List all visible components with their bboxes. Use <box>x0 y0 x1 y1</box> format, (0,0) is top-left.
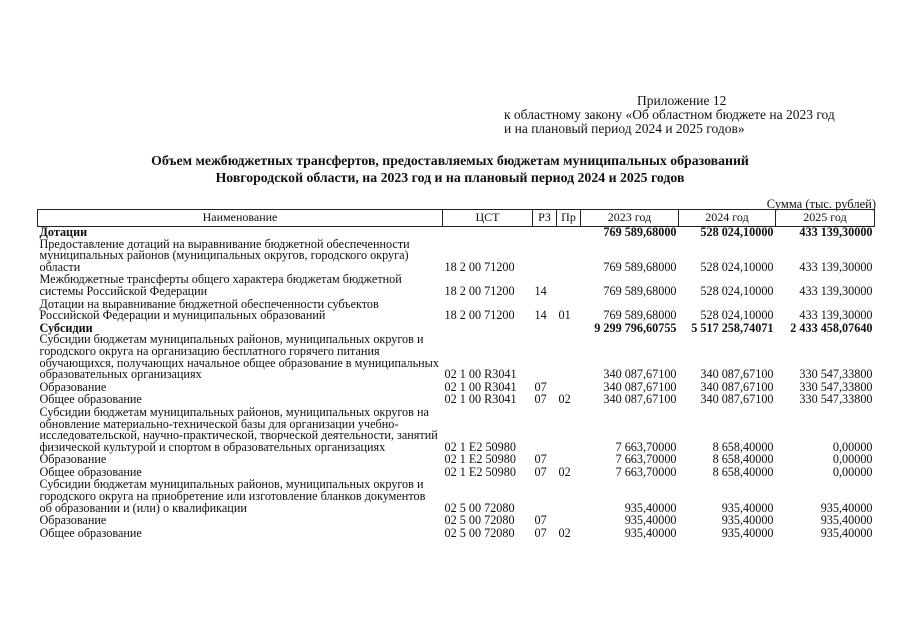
row-csr: 02 1 E2 50980 <box>444 452 516 467</box>
row-rz: 07 <box>534 452 547 467</box>
row-value-2024: 340 087,67100 <box>700 367 774 382</box>
row-value-2023: 9 299 796,60755 <box>594 320 677 335</box>
row-name: Дотации <box>39 225 88 239</box>
table-row <box>38 299 875 323</box>
table-row <box>38 239 875 275</box>
row-rz: 07 <box>534 464 547 479</box>
appendix-law-line2: и на плановый период 2024 и 2025 годов» <box>504 121 745 136</box>
row-pr: 02 <box>558 392 571 407</box>
header-2025: 2025 год <box>776 210 875 227</box>
row-name: Межбюджетные трансферты общего характера бюджетам бюджетной системы Российской Федерации <box>39 272 402 298</box>
row-rz <box>533 227 557 239</box>
units-label: Сумма (тыс. рублей) <box>766 197 876 211</box>
row-name: Образование <box>39 379 107 394</box>
row-value-2025: 0,00000 <box>832 464 873 479</box>
row-csr: 02 1 E2 50980 <box>444 439 516 454</box>
row-value-2023: 769 589,68000 <box>603 308 677 323</box>
header-2023: 2023 год <box>581 210 679 227</box>
row-value-2025: 935,40000 <box>820 525 873 540</box>
row-value-2025: 433 139,30000 <box>799 225 873 239</box>
row-value-2025: 935,40000 <box>820 500 873 515</box>
row-rz: 07 <box>534 379 547 394</box>
row-name: Предоставление дотаций на выравнивание бюджетной обеспеченности муниципальных районов (муниципальных округов, городского округа) области <box>39 236 410 274</box>
row-value-2024: 935,40000 <box>721 500 774 515</box>
appendix-law-line1: к областному закону «Об областном бюджете на 2023 год <box>504 107 835 122</box>
row-value-2024: 8 658,40000 <box>712 464 774 479</box>
table-row <box>38 528 875 541</box>
appendix-header <box>504 94 896 136</box>
row-pr <box>557 407 581 454</box>
table-body <box>38 227 875 541</box>
row-value-2024: 935,40000 <box>721 525 774 540</box>
row-value-2024: 340 087,67100 <box>700 392 774 407</box>
row-value-2023: 769 589,68000 <box>603 283 677 298</box>
row-csr: 02 1 00 R3041 <box>444 379 517 394</box>
row-value-2025: 2 433 458,07640 <box>790 320 873 335</box>
row-pr: 02 <box>558 464 571 479</box>
table-row <box>38 407 875 454</box>
row-csr: 18 2 00 71200 <box>444 259 515 274</box>
row-csr: 02 5 00 72080 <box>444 500 515 515</box>
row-rz <box>533 334 557 381</box>
row-value-2023: 935,40000 <box>624 525 677 540</box>
row-csr <box>443 323 533 335</box>
row-value-2024: 528 024,10000 <box>700 259 774 274</box>
row-value-2025: 935,40000 <box>820 513 873 528</box>
table-row <box>38 479 875 515</box>
row-pr <box>557 479 581 515</box>
row-csr: 18 2 00 71200 <box>444 283 515 298</box>
row-value-2024: 8 658,40000 <box>712 439 774 454</box>
row-value-2024: 528 024,10000 <box>700 225 774 239</box>
row-csr <box>443 227 533 239</box>
row-value-2023: 340 087,67100 <box>603 367 677 382</box>
row-value-2025: 433 139,30000 <box>799 308 873 323</box>
row-name: Субсидии <box>39 320 93 335</box>
header-csr: ЦСТ <box>443 210 533 227</box>
row-value-2024: 528 024,10000 <box>700 308 774 323</box>
row-csr: 02 1 00 R3041 <box>444 392 517 407</box>
row-pr: 01 <box>558 308 571 323</box>
row-pr <box>557 227 581 239</box>
table-row <box>38 334 875 381</box>
row-pr <box>557 323 581 335</box>
row-name: Образование <box>39 452 107 467</box>
row-csr: 18 2 00 71200 <box>444 308 515 323</box>
row-value-2023: 340 087,67100 <box>603 379 677 394</box>
row-csr: 02 5 00 72080 <box>444 525 515 540</box>
row-value-2025: 0,00000 <box>832 439 873 454</box>
row-value-2024: 5 517 258,74071 <box>691 320 774 335</box>
row-name: Субсидии бюджетам муниципальных районов, муниципальных округов на обновление материально-технической базы для организации учебно-исследовательской, научно-практической, творческой деятельности, занятий физической культурой и спортом в образовательных организациях <box>39 404 438 454</box>
row-value-2023: 769 589,68000 <box>603 225 677 239</box>
row-value-2024: 935,40000 <box>721 513 774 528</box>
row-csr: 02 1 00 R3041 <box>444 367 517 382</box>
row-rz: 07 <box>534 525 547 540</box>
row-value-2023: 935,40000 <box>624 500 677 515</box>
header-name: Наименование <box>38 210 443 227</box>
row-rz <box>533 323 557 335</box>
row-name: Образование <box>39 513 107 528</box>
row-value-2025: 433 139,30000 <box>799 259 873 274</box>
row-csr: 02 5 00 72080 <box>444 513 515 528</box>
row-value-2025: 330 547,33800 <box>799 379 873 394</box>
header-pr: Пр <box>557 210 581 227</box>
row-value-2025: 330 547,33800 <box>799 367 873 382</box>
row-rz: 14 <box>534 283 547 298</box>
row-value-2023: 7 663,70000 <box>615 452 677 467</box>
row-value-2023: 7 663,70000 <box>615 464 677 479</box>
row-value-2024: 340 087,67100 <box>700 379 774 394</box>
row-name: Дотации на выравнивание бюджетной обеспеченности субъектов Российской Федерации и муниципальных образований <box>39 296 379 323</box>
table-row <box>38 274 875 298</box>
row-rz: 07 <box>534 513 547 528</box>
row-name: Субсидии бюджетам муниципальных районов, муниципальных округов и городского округа на приобретение или изготовление бланков документов об образовании и (или) о квалификации <box>39 477 426 515</box>
header-2024: 2024 год <box>679 210 776 227</box>
row-pr: 02 <box>558 525 571 540</box>
header-rz: РЗ <box>533 210 557 227</box>
row-rz <box>533 239 557 275</box>
row-value-2023: 769 589,68000 <box>603 259 677 274</box>
row-rz: 14 <box>534 308 547 323</box>
document-title <box>60 152 840 186</box>
row-value-2023: 340 087,67100 <box>603 392 677 407</box>
row-rz <box>533 479 557 515</box>
row-csr: 02 1 E2 50980 <box>444 464 516 479</box>
row-value-2023: 935,40000 <box>624 513 677 528</box>
row-name: Общее образование <box>39 525 142 540</box>
row-value-2023: 7 663,70000 <box>615 439 677 454</box>
transfers-table <box>37 209 875 540</box>
row-value-2025: 433 139,30000 <box>799 283 873 298</box>
row-pr <box>557 334 581 381</box>
row-value-2024: 528 024,10000 <box>700 283 774 298</box>
appendix-number: Приложение 12 <box>637 93 727 108</box>
row-name: Субсидии бюджетам муниципальных районов, муниципальных округов и городского округа на организацию бесплатного горячего питания обучающихся, получающих начальное общее образование в муниципальных образовательных организациях <box>39 332 439 382</box>
title-line2: Новгородской области, на 2023 год и на плановый период 2024 и 2025 годов <box>215 170 685 185</box>
title-line1: Объем межбюджетных трансфертов, предоставляемых бюджетам муниципальных образований <box>151 153 749 168</box>
row-name: Общее образование <box>39 392 142 407</box>
table-header-row <box>38 210 875 227</box>
row-value-2025: 0,00000 <box>832 452 873 467</box>
row-name: Общее образование <box>39 464 142 479</box>
row-value-2024: 8 658,40000 <box>712 452 774 467</box>
row-value-2025: 330 547,33800 <box>799 392 873 407</box>
row-pr <box>557 274 581 298</box>
row-rz: 07 <box>534 392 547 407</box>
row-rz <box>533 407 557 454</box>
row-pr <box>557 239 581 275</box>
